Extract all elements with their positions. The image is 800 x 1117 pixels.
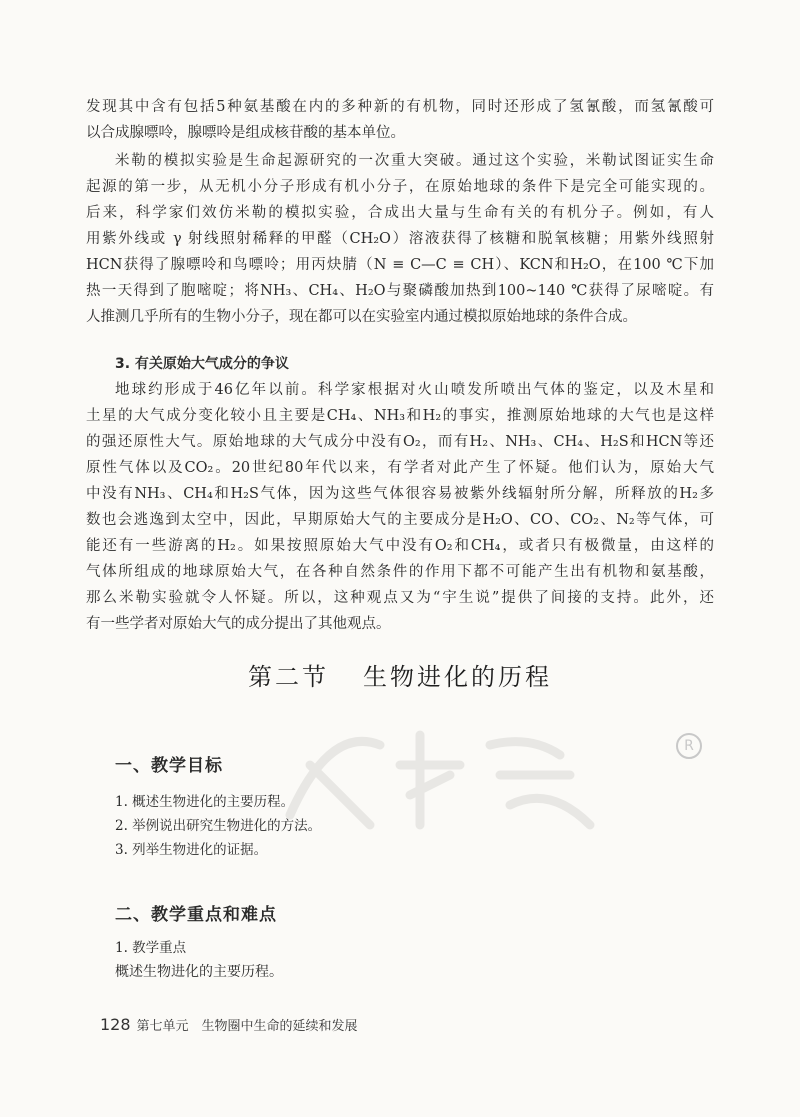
- page-number: 128: [100, 1015, 131, 1034]
- registered-mark-icon: R: [676, 733, 702, 759]
- paragraph-2: [86, 148, 714, 330]
- text-line: 数也会逃逸到太空中，因此，早期原始大气的主要成分是H₂O、CO、CO₂、N₂等气体，可: [86, 512, 714, 528]
- text-line: 地球约形成于46亿年以前。科学家根据对火山喷发所喷出气体的鉴定，以及木星和: [115, 382, 714, 398]
- section-3-heading: 3. 有关原始大气成分的争议: [115, 356, 289, 372]
- text-line: 起源的第一步，从无机小分子形成有机小分子，在原始地球的条件下是完全可能实现的。: [86, 179, 714, 195]
- text-line: 人推测几乎所有的生物小分子，现在都可以在实验室内通过模拟原始地球的条件合成。: [86, 309, 637, 325]
- objective-item: 1. 概述生物进化的主要历程。: [115, 794, 295, 810]
- text-line: 中没有NH₃、CH₄和H₂S气体，因为这些气体很容易被紫外线辐射所分解，所释放的H₂多: [86, 486, 714, 502]
- chapter-title: [0, 657, 800, 692]
- text-line: 后来，科学家们效仿米勒的模拟实验，合成出大量与生命有关的有机分子。例如，有人: [86, 205, 714, 221]
- unit-title: 第七单元 生物圈中生命的延续和发展: [136, 1019, 358, 1034]
- text-line: HCN获得了腺嘌呤和鸟嘌呤；用丙炔腈（N ≡ C—C ≡ CH）、KCN和H₂O，在100 ℃下加: [86, 257, 714, 273]
- text-line: 能还有一些游离的H₂。如果按照原始大气中没有O₂和CH₄，或者只有极微量，由这样的: [86, 538, 714, 554]
- text-line: 以合成腺嘌呤，腺嘌呤是组成核苷酸的基本单位。: [86, 125, 405, 141]
- text-line: 那么米勒实验就令人怀疑。所以，这种观点又为“宇生说”提供了间接的支持。此外，还: [86, 590, 714, 606]
- text-line: 气体所组成的地球原始大气，在各种自然条件的作用下都不可能产生出有机物和氨基酸，: [86, 564, 714, 580]
- keypoints-subheading: 1. 教学重点: [115, 940, 187, 956]
- chapter-number: 第二节: [248, 663, 329, 691]
- text-line: 用紫外线或 γ 射线照射稀释的甲醛（CH₂O）溶液获得了核糖和脱氧核糖；用紫外线照射: [86, 231, 714, 247]
- text-line: 原性气体以及CO₂。20世纪80年代以来，有学者对此产生了怀疑。他们认为，原始大气: [86, 460, 714, 476]
- text-line: 的强还原性大气。原始地球的大气成分中没有O₂，而有H₂、NH₃、CH₄、H₂S和HCN等还: [86, 434, 714, 450]
- objective-item: 2. 举例说出研究生物进化的方法。: [115, 818, 322, 834]
- text-line: 米勒的模拟实验是生命起源研究的一次重大突破。通过这个实验，米勒试图证实生命: [115, 153, 714, 169]
- objective-item: 3. 列举生物进化的证据。: [115, 842, 268, 858]
- text-line: 发现其中含有包括5种氨基酸在内的多种新的有机物，同时还形成了氢氰酸，而氢氰酸可: [86, 99, 714, 115]
- keypoints-heading: 二、教学重点和难点: [115, 905, 277, 925]
- chapter-name: 生物进化的历程: [363, 663, 552, 691]
- objectives-heading: 一、教学目标: [115, 756, 223, 776]
- publisher-watermark: [270, 705, 630, 845]
- text-line: 土星的大气成分变化较小且主要是CH₄、NH₃和H₂的事实，推测原始地球的大气也是这样: [86, 408, 714, 424]
- keypoints-text: 概述生物进化的主要历程。: [115, 964, 283, 980]
- text-line: 热一天得到了胞嘧啶；将NH₃、CH₄、H₂O与聚磷酸加热到100~140 ℃获得了尿嘧啶。有: [86, 283, 714, 299]
- paragraph-3: [86, 377, 714, 637]
- text-line: 有一些学者对原始大气的成分提出了其他观点。: [86, 616, 391, 632]
- page-footer: [100, 1015, 358, 1034]
- paragraph-1: [86, 94, 714, 146]
